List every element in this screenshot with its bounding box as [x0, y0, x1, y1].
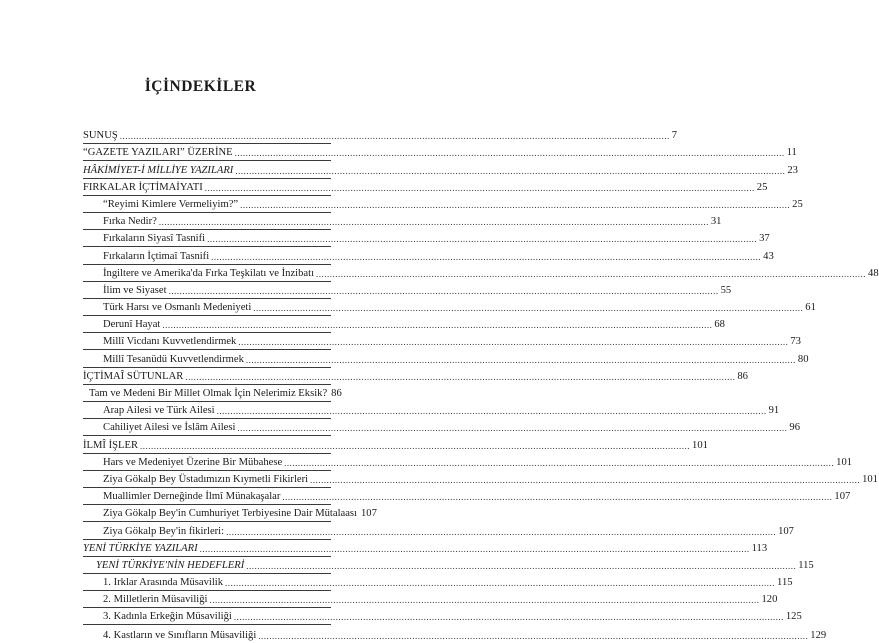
- toc-entry-page-number: 25: [756, 181, 768, 193]
- dot-leader: ........................................................................................................................................................................................................: [204, 182, 755, 193]
- toc-entry-title: Fırkaların Siyasî Tasnifi: [103, 233, 206, 245]
- toc-entry-page-number: 120: [761, 594, 778, 606]
- dot-leader: ........................................................................................................................................................................................................: [233, 612, 784, 623]
- dot-leader: ........................................................................................................................................................................................................: [238, 337, 789, 348]
- toc-entry-title: 4. Kastların ve Sınıfların Müsaviliği: [103, 629, 257, 641]
- dot-leader: ........................................................................................................................................................................................................: [185, 371, 736, 382]
- toc-entry: [83, 402, 780, 419]
- toc-entry-page-number: 73: [790, 336, 801, 348]
- toc-entry-page-number: 43: [763, 250, 774, 262]
- dot-leader: ........................................................................................................................................................................................................: [209, 595, 760, 606]
- toc-entry-page-number: 96: [789, 422, 800, 434]
- toc-entry-title: Fırka Nedir?: [103, 216, 157, 228]
- dot-leader: ........................................................................................................................................................................................................: [162, 320, 713, 331]
- toc-entry: [83, 454, 853, 471]
- toc-entry-page-number: 107: [361, 508, 377, 520]
- toc-entry-title: Muallimler Derneğinde İlmî Münakaşalar: [103, 491, 281, 503]
- toc-entry-title: SUNUŞ: [83, 130, 118, 142]
- dot-leader: ........................................................................................................................................................................................................: [199, 543, 750, 554]
- toc-entry-page-number: 129: [810, 629, 827, 641]
- dot-leader: ........................................................................................................................................................................................................: [211, 251, 762, 262]
- dot-leader: ........................................................................................................................................................................................................: [158, 217, 709, 228]
- toc-entry-page-number: 25: [792, 198, 803, 210]
- toc-entry-title: YENİ TÜRKİYE'NİN HEDEFLERİ: [96, 559, 245, 571]
- toc-entry-title: Ziya Gökalp Bey'in fikirleri:: [103, 525, 225, 537]
- toc-entry: [83, 368, 748, 385]
- toc-entry-title: İÇTİMAÎ SÜTUNLAR: [83, 370, 184, 382]
- toc-entry: [83, 179, 768, 196]
- dot-leader: ........................................................................................................................................................................................................: [226, 526, 777, 537]
- toc-entry: [83, 247, 774, 264]
- dot-leader: ........................................................................................................................................................................................................: [253, 303, 804, 314]
- toc-entry-title: Hars ve Medeniyet Üzerine Bir Mübahese: [103, 456, 283, 468]
- toc-entry-page-number: 115: [777, 577, 793, 589]
- dot-leader: ........................................................................................................................................................................................................: [168, 285, 719, 296]
- toc-entry-title: Türk Harsı ve Osmanlı Medeniyeti: [103, 302, 252, 314]
- toc-entry-title: 2. Milletlerin Müsaviliği: [103, 594, 208, 606]
- toc-entry: [83, 316, 725, 333]
- toc-entry-title: İLMÎ İŞLER: [83, 439, 139, 451]
- toc-entry-page-number: 11: [786, 147, 797, 159]
- dot-leader: ........................................................................................................................................................................................................: [235, 165, 786, 176]
- dot-leader: ........................................................................................................................................................................................................: [240, 199, 791, 210]
- toc-entry: [83, 350, 809, 367]
- toc-entry-title: İngiltere ve Amerika'da Fırka Teşkilatı ve İnzibatı: [103, 267, 315, 279]
- dot-leader: ........................................................................................................................................................................................................: [310, 474, 861, 485]
- toc-entry-page-number: 23: [787, 164, 798, 176]
- toc-entry-title: “GAZETE YAZILARI” ÜZERİNE: [83, 147, 233, 159]
- toc-entry: [83, 265, 879, 282]
- toc-entry: [83, 161, 798, 178]
- dot-leader: ........................................................................................................................................................................................................: [237, 423, 788, 434]
- toc-entry-page-number: 101: [836, 456, 853, 468]
- toc-entry: [83, 230, 770, 247]
- toc-entry: [83, 436, 708, 453]
- toc-entry: [83, 488, 851, 505]
- dot-leader: ........................................................................................................................................................................................................: [282, 492, 833, 503]
- toc-entry-page-number: 80: [797, 353, 809, 365]
- toc-entry: [83, 333, 801, 350]
- toc-entry-title: HÂKİMİYET-İ MİLLİYE YAZILARI: [83, 164, 234, 176]
- dot-leader: ........................................................................................................................................................................................................: [234, 148, 785, 159]
- dot-leader: ........................................................................................................................................................................................................: [246, 560, 797, 571]
- toc-entry-title: Millî Vicdanı Kuvvetlendirmek: [103, 336, 237, 348]
- toc-entry-page-number: 55: [720, 284, 732, 296]
- toc-entry: [83, 608, 802, 625]
- toc-entry: [83, 299, 816, 316]
- toc-entry-title: YENİ TÜRKİYE YAZILARI: [83, 542, 198, 554]
- toc-entry-title: FIRKALAR İÇTİMAİYATI: [83, 181, 203, 193]
- toc-entry: [83, 419, 800, 436]
- toc-entry-title: Cahiliyet Ailesi ve İslâm Ailesi: [103, 422, 236, 434]
- toc-entry-title: Ziya Gökalp Bey Üstadımızın Kıymetli Fikirleri: [103, 473, 309, 485]
- toc-entry: [83, 282, 732, 299]
- toc-entry: [83, 591, 778, 608]
- toc-entry-title: Arap Ailesi ve Türk Ailesi: [103, 405, 215, 417]
- dot-leader: ........................................................................................................................................................................................................: [216, 406, 767, 417]
- toc-entry-page-number: 86: [331, 388, 342, 399]
- dot-leader: ........................................................................................................................................................................................................: [140, 440, 691, 451]
- toc-entry-title: Millî Tesanüdü Kuvvetlendirmek: [103, 353, 244, 365]
- toc-entry: [83, 471, 878, 488]
- toc-entry: [83, 522, 794, 539]
- dot-leader: ........................................................................................................................................................................................................: [258, 630, 809, 641]
- toc-entry-page-number: 113: [751, 542, 768, 554]
- toc-entry-page-number: 37: [759, 233, 770, 245]
- toc-entry-page-number: 31: [710, 216, 722, 228]
- toc-entry-page-number: 125: [785, 611, 802, 623]
- toc-entry-page-number: 48: [868, 267, 879, 279]
- toc-entry-title: 3. Kadınla Erkeğin Müsaviliği: [103, 611, 232, 623]
- toc-entry: [83, 213, 722, 230]
- dot-leader: ........................................................................................................................................................................................................: [284, 457, 835, 468]
- toc-entry: [83, 574, 793, 591]
- toc-entry-page-number: 115: [798, 559, 814, 571]
- toc-entry-page-number: 91: [768, 405, 780, 417]
- toc-entry-page-number: 61: [805, 302, 816, 314]
- table-of-contents: [83, 127, 879, 643]
- toc-entry: [83, 144, 797, 161]
- page-title: İÇİNDEKİLER: [144, 78, 257, 95]
- toc-entry: [83, 385, 342, 402]
- toc-entry: [83, 196, 803, 213]
- toc-entry-title: İlim ve Siyaset: [103, 284, 167, 296]
- toc-entry-page-number: 107: [778, 525, 794, 537]
- dot-leader: ........................................................................................................................................................................................................: [245, 354, 796, 365]
- dot-leader: ........................................................................................................................................................................................................: [225, 578, 776, 589]
- toc-entry-page-number: 68: [714, 319, 725, 331]
- toc-entry: [83, 127, 678, 144]
- toc-entry-page-number: 86: [737, 370, 748, 382]
- dot-leader: ........................................................................................................................................................................................................: [207, 234, 758, 245]
- toc-entry-page-number: 7: [671, 130, 678, 142]
- toc-entry-title: “Reyimi Kimlere Vermeliyim?”: [103, 198, 239, 210]
- dot-leader: ........................................................................................................................................................................................................: [119, 131, 670, 142]
- toc-entry-title: Tam ve Medeni Bir Millet Olmak İçin Nelerimiz Eksik?: [89, 388, 328, 399]
- dot-leader: ........................................................................................................................................................................................................: [316, 268, 867, 279]
- toc-entry-title: Fırkaların İçtimaî Tasnifi: [103, 250, 210, 262]
- toc-entry: [83, 540, 768, 557]
- toc-entry-page-number: 107: [834, 491, 851, 503]
- toc-entry: [83, 625, 827, 642]
- toc-entry-title: Ziya Gökalp Bey'in Cumhuriyet Terbiyesine Dair Mütalaası: [103, 508, 357, 520]
- toc-entry: [83, 505, 377, 522]
- toc-entry-title: Derunî Hayat: [103, 319, 161, 331]
- toc-entry-title: 1. Irklar Arasında Müsavilik: [103, 577, 224, 589]
- toc-entry-page-number: 101: [692, 439, 708, 451]
- toc-entry: [83, 557, 814, 574]
- toc-entry-page-number: 101: [862, 473, 878, 485]
